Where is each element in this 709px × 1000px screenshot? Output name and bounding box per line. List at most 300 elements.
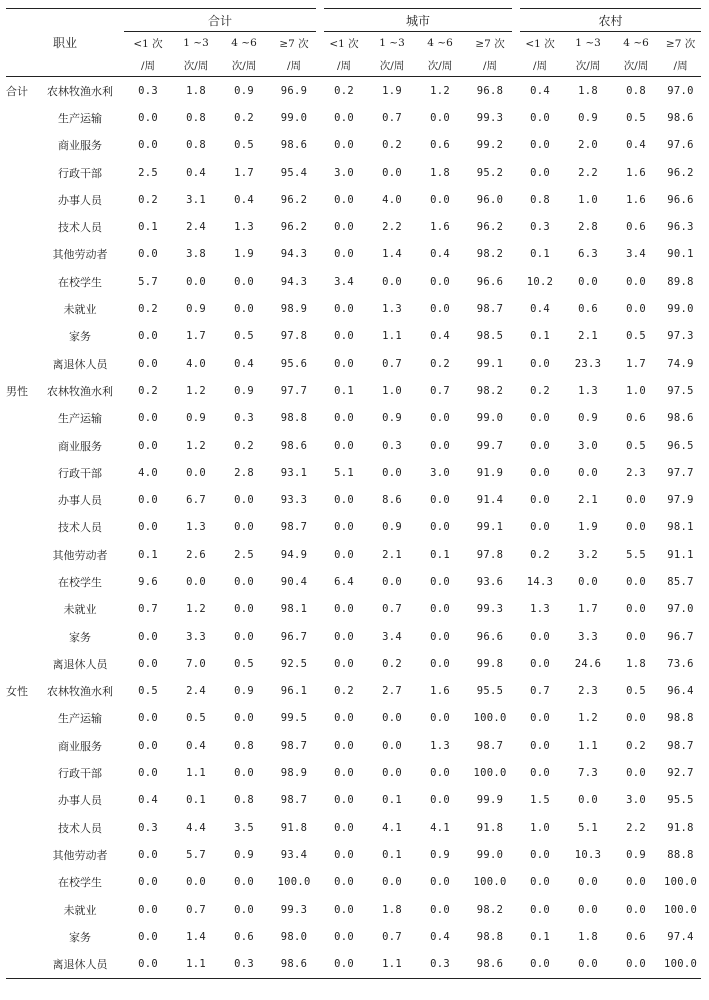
value-cell: 100.0 [664, 876, 698, 889]
sex-group-cell [6, 568, 36, 595]
value-cell: 10.3 [574, 848, 602, 861]
value-cell: 0.6 [430, 139, 450, 152]
col-header-unit: /周 [268, 54, 320, 77]
value-cell: 0.0 [430, 275, 450, 288]
value-cell: 91.8 [280, 821, 308, 834]
value-cell: 0.0 [138, 412, 158, 425]
value-cell: 0.0 [530, 139, 550, 152]
occupation-label: 办事人员 [58, 193, 102, 207]
table-row [6, 77, 701, 105]
sex-group-label: 合计 [6, 84, 28, 98]
value-cell: 0.0 [530, 630, 550, 643]
value-cell: 99.1 [476, 521, 504, 534]
value-cell: 0.2 [138, 193, 158, 206]
value-cell: 0.6 [626, 930, 646, 943]
value-cell: 0.0 [530, 466, 550, 479]
value-cell: 0.0 [138, 876, 158, 889]
value-cell: 0.0 [382, 767, 402, 780]
col-header-unit: /周 [660, 54, 701, 77]
value-cell: 1.8 [186, 84, 206, 97]
value-cell: 10.2 [526, 275, 554, 288]
value-cell: 97.9 [667, 494, 694, 507]
occupation-label: 行政干部 [58, 166, 102, 180]
value-cell: 0.2 [334, 84, 354, 97]
value-cell: 5.7 [138, 275, 158, 288]
value-cell: 0.2 [234, 111, 254, 124]
value-cell: 0.9 [186, 412, 206, 425]
value-cell: 1.2 [578, 712, 598, 725]
value-cell: 0.0 [430, 303, 450, 316]
sex-group-cell [6, 896, 36, 923]
value-cell: 98.6 [667, 111, 694, 124]
occupation-label: 农林牧渔水利 [47, 84, 113, 98]
value-cell: 0.0 [138, 439, 158, 452]
value-cell: 0.0 [138, 357, 158, 370]
table-row [6, 678, 701, 705]
value-cell: 0.0 [186, 275, 206, 288]
value-cell: 1.0 [530, 821, 550, 834]
value-cell: 0.0 [430, 412, 450, 425]
value-cell: 93.3 [280, 494, 308, 507]
table-row [6, 759, 701, 786]
value-cell: 0.9 [382, 412, 402, 425]
value-cell: 96.2 [476, 221, 504, 234]
sex-group-cell [6, 159, 36, 186]
value-cell: 0.0 [334, 767, 354, 780]
value-cell: 0.0 [234, 275, 254, 288]
value-cell: 0.1 [138, 548, 158, 561]
sex-group-cell [6, 104, 36, 131]
value-cell: 100.0 [664, 903, 698, 916]
sex-group-cell [6, 186, 36, 213]
occupation-label: 行政干部 [58, 466, 102, 480]
value-cell: 0.9 [626, 848, 646, 861]
value-cell: 98.5 [476, 330, 504, 343]
value-cell: 0.0 [320, 951, 368, 979]
value-cell: 0.0 [626, 303, 646, 316]
value-cell: 0.0 [530, 439, 550, 452]
value-cell: 0.0 [334, 303, 354, 316]
value-cell: 0.9 [578, 111, 598, 124]
value-cell: 0.0 [138, 630, 158, 643]
table-row [6, 869, 701, 896]
value-cell: 0.0 [234, 521, 254, 534]
value-cell: 0.1 [530, 330, 550, 343]
value-cell: 0.0 [626, 603, 646, 616]
value-cell: 98.9 [280, 767, 308, 780]
value-cell: 0.0 [530, 166, 550, 179]
col-header-unit: /周 [516, 54, 564, 77]
value-cell: 74.9 [667, 357, 694, 370]
table-row [6, 568, 701, 595]
col-header-unit: 次/周 [172, 54, 220, 77]
col-header-1to3: 1 ~3 [379, 37, 405, 49]
value-cell: 1.0 [382, 384, 402, 397]
value-cell: 5.1 [578, 821, 598, 834]
value-cell: 0.0 [234, 630, 254, 643]
value-cell: 0.8 [626, 84, 646, 97]
value-cell: 2.4 [186, 685, 206, 698]
table-row [6, 732, 701, 759]
value-cell: 98.2 [476, 903, 504, 916]
value-cell: 0.0 [138, 930, 158, 943]
sex-group-cell [6, 514, 36, 541]
value-cell: 0.0 [334, 139, 354, 152]
sex-group-cell [6, 432, 36, 459]
value-cell: 3.3 [186, 630, 206, 643]
sex-group-cell [6, 323, 36, 350]
value-cell: 0.7 [382, 930, 402, 943]
value-cell: 98.7 [667, 739, 694, 752]
occupation-label: 其他劳动者 [52, 848, 108, 862]
sex-group-label: 男性 [6, 384, 28, 398]
value-cell: 0.0 [530, 712, 550, 725]
value-cell: 98.2 [476, 384, 504, 397]
value-cell: 0.0 [138, 657, 158, 670]
col-header-lt1: <1 次 [525, 37, 555, 50]
value-cell: 0.0 [334, 548, 354, 561]
value-cell: 0.2 [138, 303, 158, 316]
value-cell: 0.0 [138, 494, 158, 507]
value-cell: 3.0 [578, 439, 598, 452]
value-cell: 0.3 [138, 84, 158, 97]
value-cell: 100.0 [660, 951, 701, 979]
value-cell: 99.0 [280, 111, 308, 124]
sex-group-cell [6, 705, 36, 732]
occupation-label: 离退休人员 [52, 357, 108, 371]
col-header-lt1: <1 次 [133, 37, 163, 50]
value-cell: 0.0 [334, 739, 354, 752]
value-cell: 0.0 [234, 494, 254, 507]
value-cell: 1.1 [368, 951, 416, 979]
value-cell: 0.0 [382, 876, 402, 889]
value-cell: 0.4 [138, 794, 158, 807]
table-row [6, 459, 701, 486]
value-cell: 0.0 [430, 439, 450, 452]
value-cell: 0.7 [382, 357, 402, 370]
value-cell: 2.1 [382, 548, 402, 561]
value-cell: 0.0 [334, 794, 354, 807]
value-cell: 0.4 [430, 330, 450, 343]
table-row [6, 923, 701, 950]
value-cell: 0.0 [382, 275, 402, 288]
sex-group-cell [6, 241, 36, 268]
value-cell: 2.6 [186, 548, 206, 561]
table-row [6, 186, 701, 213]
value-cell: 0.2 [382, 657, 402, 670]
value-cell: 3.5 [234, 821, 254, 834]
value-cell: 0.0 [334, 494, 354, 507]
table-row [6, 596, 701, 623]
value-cell: 0.3 [234, 412, 254, 425]
value-cell: 97.0 [667, 84, 694, 97]
value-cell: 0.8 [234, 739, 254, 752]
value-cell: 4.4 [186, 821, 206, 834]
value-cell: 98.1 [280, 603, 308, 616]
value-cell: 4.1 [382, 821, 402, 834]
value-cell: 0.0 [626, 575, 646, 588]
sex-group-cell [6, 596, 36, 623]
value-cell: 0.0 [430, 494, 450, 507]
value-cell: 98.9 [280, 303, 308, 316]
value-cell: 3.4 [382, 630, 402, 643]
occupation-label: 离退休人员 [36, 951, 124, 979]
value-cell: 0.6 [234, 930, 254, 943]
value-cell: 96.5 [667, 439, 694, 452]
value-cell: 1.6 [626, 166, 646, 179]
value-cell: 0.3 [530, 221, 550, 234]
value-cell: 98.8 [667, 712, 694, 725]
value-cell: 1.7 [234, 166, 254, 179]
col-header-unit: 次/周 [416, 54, 464, 77]
value-cell: 0.9 [234, 685, 254, 698]
value-cell: 1.3 [530, 603, 550, 616]
value-cell: 5.7 [186, 848, 206, 861]
value-cell: 2.3 [578, 685, 598, 698]
value-cell: 0.0 [234, 575, 254, 588]
occupation-label: 技术人员 [58, 521, 102, 535]
table-row [6, 841, 701, 868]
col-header-1to3: 1 ~3 [575, 37, 601, 49]
value-cell: 0.0 [578, 903, 598, 916]
value-cell: 0.1 [186, 794, 206, 807]
value-cell: 0.0 [334, 521, 354, 534]
value-cell: 14.3 [526, 575, 554, 588]
col-header-4to6: 4 ~6 [231, 37, 257, 49]
value-cell: 3.0 [626, 794, 646, 807]
value-cell: 1.6 [626, 193, 646, 206]
value-cell: 1.9 [578, 521, 598, 534]
occupation-label: 办事人员 [58, 494, 102, 508]
value-cell: 0.0 [626, 903, 646, 916]
value-cell: 0.5 [626, 330, 646, 343]
value-cell: 0.0 [124, 951, 172, 979]
occupation-label: 家务 [69, 930, 91, 944]
value-cell: 0.9 [382, 521, 402, 534]
col-header-unit: /周 [320, 54, 368, 77]
value-cell: 0.6 [578, 303, 598, 316]
value-cell: 0.0 [234, 603, 254, 616]
table-body [6, 77, 701, 979]
value-cell: 5.1 [334, 466, 354, 479]
value-cell: 1.2 [430, 84, 450, 97]
sex-group-cell [6, 486, 36, 513]
sex-group-cell [6, 459, 36, 486]
value-cell: 0.0 [334, 630, 354, 643]
value-cell: 97.8 [476, 548, 504, 561]
table-header [6, 9, 701, 77]
value-cell: 1.1 [578, 739, 598, 752]
value-cell: 99.3 [476, 111, 504, 124]
value-cell: 1.8 [382, 903, 402, 916]
sex-group-cell [6, 350, 36, 377]
value-cell: 97.0 [667, 603, 694, 616]
occupation-label: 生产运输 [58, 412, 102, 426]
table-row [6, 541, 701, 568]
value-cell: 0.0 [334, 439, 354, 452]
value-cell: 3.4 [626, 248, 646, 261]
value-cell: 98.7 [476, 303, 504, 316]
col-header-unit: /周 [464, 54, 516, 77]
table-row [6, 486, 701, 513]
value-cell: 98.7 [476, 739, 504, 752]
table-row [6, 951, 701, 979]
table-row [6, 350, 701, 377]
occupation-label: 在校学生 [58, 876, 102, 890]
sex-group-cell [6, 787, 36, 814]
value-cell: 0.0 [530, 848, 550, 861]
value-cell: 0.0 [530, 494, 550, 507]
value-cell: 0.0 [564, 951, 612, 979]
table-row [6, 213, 701, 240]
value-cell: 1.3 [578, 384, 598, 397]
sex-group-cell [6, 923, 36, 950]
value-cell: 0.0 [138, 248, 158, 261]
value-cell: 0.8 [186, 139, 206, 152]
value-cell: 0.0 [382, 739, 402, 752]
value-cell: 99.9 [476, 794, 504, 807]
occupation-label: 行政干部 [58, 767, 102, 781]
value-cell: 96.8 [476, 84, 504, 97]
value-cell: 1.6 [430, 685, 450, 698]
value-cell: 0.0 [186, 466, 206, 479]
value-cell: 0.0 [578, 575, 598, 588]
value-cell: 0.0 [430, 903, 450, 916]
value-cell: 1.6 [430, 221, 450, 234]
value-cell: 0.0 [334, 193, 354, 206]
occupation-label: 其他劳动者 [52, 548, 108, 562]
value-cell: 0.0 [334, 412, 354, 425]
value-cell: 0.0 [334, 248, 354, 261]
value-cell: 1.0 [626, 384, 646, 397]
occupation-label: 商业服务 [58, 439, 102, 453]
value-cell: 0.0 [430, 712, 450, 725]
value-cell: 90.4 [280, 575, 308, 588]
value-cell: 1.7 [578, 603, 598, 616]
value-cell: 96.2 [280, 193, 308, 206]
value-cell: 0.0 [626, 712, 646, 725]
value-cell: 0.0 [334, 111, 354, 124]
value-cell: 0.0 [430, 193, 450, 206]
value-cell: 0.4 [530, 303, 550, 316]
value-cell: 0.1 [334, 384, 354, 397]
value-cell: 0.7 [382, 111, 402, 124]
value-cell: 0.0 [234, 903, 254, 916]
value-cell: 0.8 [186, 111, 206, 124]
table-row [6, 295, 701, 322]
col-header-ge7: ≥7 次 [665, 37, 696, 50]
value-cell: 100.0 [277, 876, 311, 889]
value-cell: 7.3 [578, 767, 598, 780]
value-cell: 0.1 [530, 930, 550, 943]
value-cell: 3.4 [334, 275, 354, 288]
value-cell: 1.3 [430, 739, 450, 752]
value-cell: 96.2 [280, 221, 308, 234]
value-cell: 1.0 [578, 193, 598, 206]
sex-group-label: 女性 [6, 685, 28, 699]
value-cell: 0.2 [334, 685, 354, 698]
value-cell: 0.0 [334, 876, 354, 889]
value-cell: 0.2 [234, 439, 254, 452]
value-cell: 98.1 [667, 521, 694, 534]
value-cell: 0.0 [334, 712, 354, 725]
col-header-lt1: <1 次 [329, 37, 359, 50]
value-cell: 0.0 [430, 876, 450, 889]
value-cell: 93.1 [280, 466, 308, 479]
occupation-label: 商业服务 [58, 139, 102, 153]
sex-group-cell [6, 814, 36, 841]
value-cell: 4.0 [138, 466, 158, 479]
value-cell: 98.6 [280, 439, 308, 452]
table-row [6, 896, 701, 923]
value-cell: 0.0 [530, 412, 550, 425]
value-cell: 0.0 [530, 111, 550, 124]
value-cell: 89.8 [667, 275, 694, 288]
value-cell: 0.5 [626, 439, 646, 452]
value-cell: 0.9 [186, 303, 206, 316]
occupation-label: 商业服务 [58, 739, 102, 753]
value-cell: 2.0 [578, 139, 598, 152]
value-cell: 1.4 [382, 248, 402, 261]
sex-group-cell [6, 541, 36, 568]
value-cell: 1.8 [626, 657, 646, 670]
occupation-label: 在校学生 [58, 575, 102, 589]
value-cell: 90.1 [667, 248, 694, 261]
value-cell: 0.9 [234, 848, 254, 861]
occupation-label: 家务 [69, 630, 91, 644]
value-cell: 0.3 [220, 951, 268, 979]
value-cell: 1.5 [530, 794, 550, 807]
value-cell: 0.1 [382, 848, 402, 861]
value-cell: 0.9 [578, 412, 598, 425]
value-cell: 0.0 [530, 767, 550, 780]
value-cell: 91.8 [667, 821, 694, 834]
value-cell: 1.1 [382, 330, 402, 343]
sex-group-cell [6, 213, 36, 240]
value-cell: 0.0 [530, 876, 550, 889]
sex-group-cell [6, 623, 36, 650]
value-cell: 99.3 [476, 603, 504, 616]
occupation-label: 技术人员 [58, 821, 102, 835]
value-cell: 97.3 [667, 330, 694, 343]
frequency-table [6, 8, 701, 979]
value-cell: 1.3 [186, 521, 206, 534]
value-cell: 96.6 [476, 275, 504, 288]
value-cell: 0.0 [334, 657, 354, 670]
value-cell: 100.0 [473, 876, 507, 889]
sex-group-cell [6, 295, 36, 322]
value-cell: 2.5 [234, 548, 254, 561]
value-cell: 97.6 [667, 139, 694, 152]
value-cell: 0.9 [234, 84, 254, 97]
col-header-4to6: 4 ~6 [623, 37, 649, 49]
value-cell: 0.0 [430, 521, 450, 534]
value-cell: 2.1 [578, 494, 598, 507]
value-cell: 99.0 [667, 303, 694, 316]
value-cell: 96.9 [280, 84, 308, 97]
value-cell: 0.0 [334, 221, 354, 234]
value-cell: 0.7 [430, 384, 450, 397]
value-cell: 96.1 [280, 685, 308, 698]
value-cell: 0.7 [530, 685, 550, 698]
col-header-unit: 次/周 [564, 54, 612, 77]
value-cell: 98.7 [280, 794, 308, 807]
value-cell: 98.6 [280, 139, 308, 152]
value-cell: 0.3 [382, 439, 402, 452]
value-cell: 0.0 [234, 303, 254, 316]
value-cell: 0.0 [626, 630, 646, 643]
table-row [6, 432, 701, 459]
